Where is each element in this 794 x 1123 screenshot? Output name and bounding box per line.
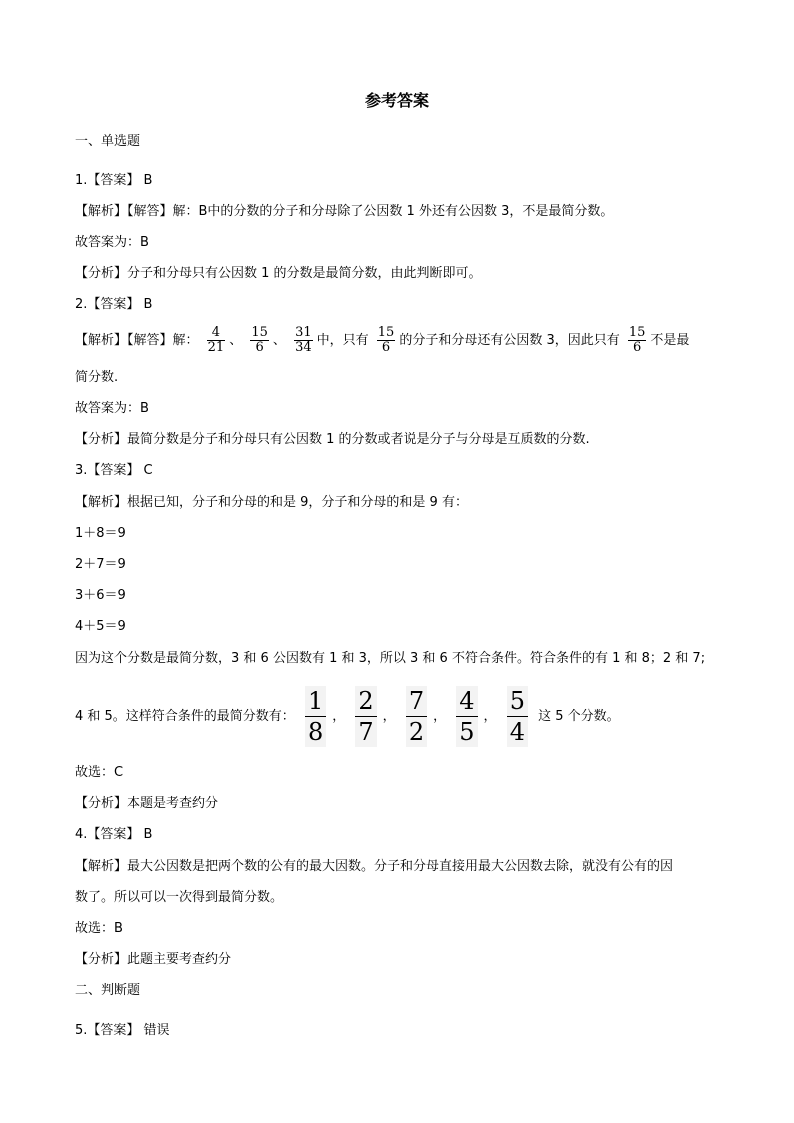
q2-mid2-text: 的分子和分母还有公因数 3，因此只有 [399, 333, 620, 348]
q2-mid-text: 中，只有 [316, 333, 369, 348]
denominator: 21 [207, 340, 225, 355]
q4-analysis-line2: 数了。所以可以一次得到最简分数。 [75, 890, 284, 905]
q1-analysis: 【解析】【解答】解：B中的分数的分子和分母除了公因数 1 外还有公因数 3，不是最简分数。 [75, 204, 614, 219]
q1-conclusion: 故答案为：B [75, 235, 149, 250]
q2-analysis-line2: 简分数. [75, 370, 119, 385]
q3-analysis: 【解析】根据已知，分子和分母的和是 9，分子和分母的和是 9 有： [75, 495, 468, 510]
q3-answer: 3.【答案】 C [75, 463, 153, 478]
numerator: 7 [406, 686, 427, 717]
numerator: 4 [456, 686, 477, 717]
fraction-15-6 [628, 326, 647, 355]
q1-answer: 1.【答案】 B [75, 173, 153, 188]
fraction-15-6 [377, 326, 396, 355]
q2-note: 【分析】最简分数是分子和分母只有公因数 1 的分数或者说是分子与分母是互质数的分数. [75, 432, 590, 447]
denominator: 6 [381, 340, 391, 355]
q2-conclusion: 故答案为：B [75, 401, 149, 416]
numerator: 31 [295, 325, 312, 340]
numerator: 15 [251, 325, 268, 340]
q3-equation: 4＋5＝9 [75, 619, 126, 634]
q3-equation: 2＋7＝9 [75, 557, 126, 572]
q2-analysis [75, 322, 689, 360]
comma: ， [382, 709, 396, 724]
fraction-15-6 [250, 326, 269, 355]
numerator: 1 [305, 686, 326, 717]
q5-answer: 5.【答案】 错误 [75, 1023, 170, 1038]
fraction-4-5 [456, 686, 477, 747]
q2-tail-text: 不是最 [650, 333, 690, 348]
separator: 、 [272, 333, 286, 348]
denominator: 5 [459, 718, 475, 746]
fraction-5-4 [507, 686, 528, 747]
comma: ， [433, 709, 447, 724]
q3-conclusion: 故选：C [75, 765, 124, 780]
numerator: 5 [507, 686, 528, 717]
denominator: 2 [408, 718, 425, 746]
q4-analysis: 【解析】最大公因数是把两个数的公有的最大因数。分子和分母直接用最大公因数去除，就没有公有的因 [75, 859, 674, 874]
fraction-7-2 [406, 686, 427, 747]
denominator: 8 [307, 718, 324, 746]
q3-note: 【分析】本题是考查约分 [75, 796, 219, 811]
fraction-2-7 [355, 686, 376, 747]
denominator: 34 [295, 340, 312, 355]
fraction-1-8 [305, 686, 326, 747]
comma: ， [332, 709, 346, 724]
q4-conclusion: 故选：B [75, 921, 123, 936]
q2-analysis-prefix: 【解析】【解答】解： [75, 333, 199, 348]
q3-line-suffix: 这 5 个分数。 [538, 709, 620, 724]
comma: ， [483, 709, 497, 724]
denominator: 4 [509, 718, 525, 746]
fraction-4-21 [207, 326, 226, 355]
numerator: 2 [355, 686, 376, 717]
numerator: 15 [628, 325, 646, 340]
q2-answer: 2.【答案】 B [75, 297, 153, 312]
section-heading-true-false: 二、判断题 [75, 983, 141, 998]
section-heading-single-choice: 一、单选题 [75, 134, 141, 149]
q3-line-prefix: 4 和 5。这样符合条件的最简分数有： [75, 709, 295, 724]
denominator: 7 [358, 718, 374, 746]
denominator: 6 [255, 340, 264, 355]
q4-note: 【分析】此题主要考查约分 [75, 952, 232, 967]
q4-answer: 4.【答案】 B [75, 827, 153, 842]
separator: 、 [229, 333, 243, 348]
q3-equation: 1＋8＝9 [75, 526, 126, 541]
q3-fraction-line [75, 682, 620, 752]
page-title: 参考答案 [364, 91, 429, 110]
numerator: 15 [377, 325, 395, 340]
q1-note: 【分析】分子和分母只有公因数 1 的分数是最简分数，由此判断即可。 [75, 266, 482, 281]
q3-equation: 3＋6＝9 [75, 588, 126, 603]
fraction-31-34 [294, 326, 313, 355]
numerator: 4 [207, 326, 226, 341]
denominator: 6 [632, 340, 642, 355]
q3-reason: 因为这个分数是最简分数，3 和 6 公因数有 1 和 3，所以 3 和 6 不符合条件。符合条件的有 1 和 8；2 和 7; [75, 651, 706, 666]
